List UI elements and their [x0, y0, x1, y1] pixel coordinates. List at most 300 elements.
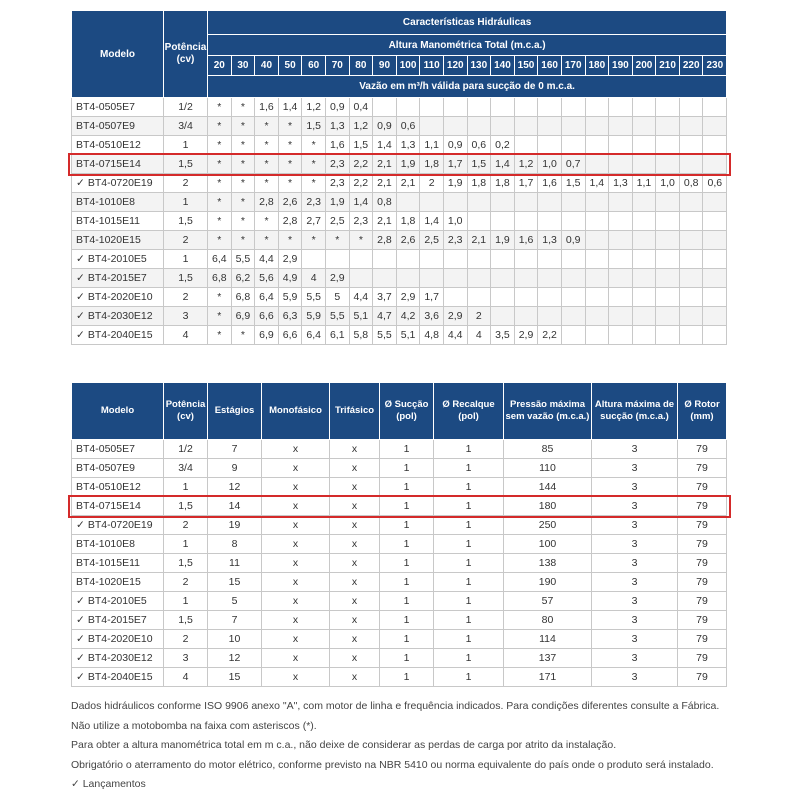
flow-cell: 0,6 — [396, 117, 420, 136]
flow-cell: 6,3 — [278, 307, 302, 326]
flow-cell — [679, 250, 703, 269]
spec-rotor-cell: 79 — [678, 497, 727, 516]
potencia-cell: 1 — [164, 193, 208, 212]
flow-cell — [585, 98, 609, 117]
spec-suc-cell: 1 — [380, 630, 434, 649]
flow-cell — [514, 212, 538, 231]
flow-cell — [585, 212, 609, 231]
flow-cell — [632, 117, 656, 136]
model-cell — [72, 269, 164, 288]
flow-cell — [632, 231, 656, 250]
spec-press-cell: 138 — [504, 554, 592, 573]
check-icon: ✓ — [76, 177, 85, 189]
flow-cell: 2 — [467, 307, 491, 326]
flow-cell — [585, 269, 609, 288]
flow-cell — [420, 117, 444, 136]
spec-est-cell: 5 — [208, 592, 262, 611]
table1-title: Características Hidráulicas — [208, 11, 727, 35]
flow-cell — [656, 307, 680, 326]
model-cell — [72, 307, 164, 326]
flow-cell: 1,6 — [325, 136, 349, 155]
height-header: 50 — [278, 56, 302, 76]
flow-cell: 6,8 — [208, 269, 232, 288]
flow-cell: 5,8 — [349, 326, 373, 345]
flow-cell: 5,9 — [278, 288, 302, 307]
flow-cell — [514, 117, 538, 136]
spec-rotor-cell: 79 — [678, 649, 727, 668]
spec-suc-cell: 1 — [380, 668, 434, 687]
flow-cell: 2,3 — [349, 212, 373, 231]
spec-alt-cell: 3 — [592, 630, 678, 649]
flow-cell — [396, 193, 420, 212]
height-header: 90 — [373, 56, 397, 76]
spec-pot-cell: 3/4 — [164, 459, 208, 478]
flow-cell: 5,5 — [231, 250, 255, 269]
spec-rotor-cell: 79 — [678, 554, 727, 573]
flow-cell: 4,4 — [443, 326, 467, 345]
flow-cell: 1,8 — [396, 212, 420, 231]
flow-cell: 2,8 — [278, 212, 302, 231]
height-header: 80 — [349, 56, 373, 76]
table-row — [72, 440, 727, 459]
model-cell — [72, 516, 164, 535]
flow-cell: * — [278, 136, 302, 155]
flow-cell: * — [302, 174, 326, 193]
spec-est-cell: 12 — [208, 478, 262, 497]
potencia-cell: 1,5 — [164, 212, 208, 231]
flow-cell: 1,5 — [467, 155, 491, 174]
flow-cell: 0,9 — [325, 98, 349, 117]
flow-cell: 1,0 — [443, 212, 467, 231]
spec-rotor-cell: 79 — [678, 535, 727, 554]
model-cell — [72, 649, 164, 668]
spec-alt-cell: 3 — [592, 497, 678, 516]
flow-cell — [538, 98, 562, 117]
flow-cell: 2,9 — [325, 269, 349, 288]
flow-cell: * — [208, 155, 232, 174]
flow-cell: 0,9 — [561, 231, 585, 250]
flow-cell — [538, 212, 562, 231]
flow-cell: * — [208, 98, 232, 117]
model-cell — [72, 440, 164, 459]
model-cell — [72, 459, 164, 478]
flow-cell — [679, 269, 703, 288]
spec-rotor-cell: 79 — [678, 592, 727, 611]
check-icon: ✓ — [76, 329, 85, 341]
flow-cell — [443, 250, 467, 269]
spec-est-cell: 8 — [208, 535, 262, 554]
spec-press-cell: 144 — [504, 478, 592, 497]
spec-rotor-cell: 79 — [678, 630, 727, 649]
table-row — [72, 288, 727, 307]
table-row — [72, 326, 727, 345]
flow-cell — [396, 98, 420, 117]
model-cell — [72, 611, 164, 630]
spec-suc-cell: 1 — [380, 592, 434, 611]
model-cell — [72, 117, 164, 136]
potencia-cell: 1/2 — [164, 98, 208, 117]
spec-pot-cell: 1,5 — [164, 497, 208, 516]
flow-cell: * — [302, 231, 326, 250]
spec-pot-cell: 1 — [164, 478, 208, 497]
table-row — [72, 155, 727, 174]
flow-cell: * — [255, 117, 279, 136]
spec-pot-cell: 1/2 — [164, 440, 208, 459]
table-row — [72, 98, 727, 117]
flow-cell: 4 — [302, 269, 326, 288]
flow-cell — [679, 193, 703, 212]
flow-cell — [679, 212, 703, 231]
flow-cell: * — [255, 174, 279, 193]
flow-cell: * — [278, 231, 302, 250]
flow-cell — [609, 193, 633, 212]
flow-cell: * — [278, 174, 302, 193]
flow-cell — [538, 288, 562, 307]
table-row — [72, 630, 727, 649]
flow-cell — [467, 288, 491, 307]
spec-rec-cell: 1 — [434, 668, 504, 687]
flow-cell — [609, 269, 633, 288]
model-cell — [72, 668, 164, 687]
flow-cell: 1,8 — [420, 155, 444, 174]
spec-tri-cell: x — [330, 630, 380, 649]
spec-est-cell: 7 — [208, 440, 262, 459]
flow-cell — [585, 117, 609, 136]
height-header: 60 — [302, 56, 326, 76]
spec-header: Trifásico — [330, 383, 380, 440]
flow-cell — [467, 250, 491, 269]
flow-cell — [632, 98, 656, 117]
flow-cell — [491, 212, 515, 231]
flow-cell: 0,7 — [561, 155, 585, 174]
flow-cell — [656, 269, 680, 288]
flow-cell — [491, 288, 515, 307]
flow-cell — [609, 117, 633, 136]
flow-cell — [656, 231, 680, 250]
flow-cell: 4,8 — [420, 326, 444, 345]
spec-alt-cell: 3 — [592, 459, 678, 478]
spec-alt-cell: 3 — [592, 535, 678, 554]
height-header: 190 — [609, 56, 633, 76]
flow-cell: * — [231, 231, 255, 250]
spec-alt-cell: 3 — [592, 668, 678, 687]
flow-cell: * — [231, 98, 255, 117]
flow-cell: 0,6 — [703, 174, 727, 193]
spec-mono-cell: x — [262, 554, 330, 573]
height-header: 130 — [467, 56, 491, 76]
flow-cell: 2,3 — [325, 155, 349, 174]
flow-cell: 0,4 — [349, 98, 373, 117]
spec-mono-cell: x — [262, 573, 330, 592]
spec-est-cell: 14 — [208, 497, 262, 516]
potencia-cell: 3 — [164, 307, 208, 326]
spec-rotor-cell: 79 — [678, 478, 727, 497]
footnote-line: Dados hidráulicos conforme ISO 9906 anexo "A", com motor de linha e frequência indicados. Para condições diferentes consulte a Fábrica. — [71, 700, 720, 712]
footnote-line: ✓ Lançamentos — [71, 778, 146, 790]
flow-cell: 2,3 — [443, 231, 467, 250]
table-row — [72, 497, 727, 516]
header-altura: Altura Manométrica Total (m.c.a.) — [208, 35, 727, 56]
flow-cell — [585, 326, 609, 345]
flow-cell: 2,5 — [325, 212, 349, 231]
flow-cell — [656, 193, 680, 212]
flow-cell — [609, 155, 633, 174]
spec-est-cell: 7 — [208, 611, 262, 630]
flow-cell — [420, 250, 444, 269]
check-icon: ✓ — [76, 291, 85, 303]
flow-cell — [679, 231, 703, 250]
spec-suc-cell: 1 — [380, 554, 434, 573]
flow-cell: * — [278, 117, 302, 136]
flow-cell: 5,5 — [373, 326, 397, 345]
flow-cell — [632, 326, 656, 345]
spec-header: Ø Recalque (pol) — [434, 383, 504, 440]
table-row — [72, 117, 727, 136]
spec-alt-cell: 3 — [592, 440, 678, 459]
table-row — [72, 193, 727, 212]
flow-cell: * — [231, 326, 255, 345]
flow-cell — [609, 307, 633, 326]
model-name: BT4-0715E14 — [76, 500, 141, 512]
flow-cell: 5,5 — [302, 288, 326, 307]
flow-cell: 2,1 — [396, 174, 420, 193]
check-icon: ✓ — [76, 519, 85, 531]
flow-cell — [561, 98, 585, 117]
flow-cell — [561, 307, 585, 326]
flow-cell — [443, 269, 467, 288]
spec-press-cell: 137 — [504, 649, 592, 668]
flow-cell — [396, 250, 420, 269]
spec-pot-cell: 2 — [164, 630, 208, 649]
flow-cell — [396, 269, 420, 288]
flow-cell — [703, 212, 727, 231]
specifications-table — [71, 382, 727, 687]
flow-cell: * — [208, 193, 232, 212]
footnotes — [71, 697, 731, 795]
flow-cell — [609, 98, 633, 117]
flow-cell: 1,0 — [538, 155, 562, 174]
flow-cell: 1,3 — [538, 231, 562, 250]
table-row — [72, 174, 727, 193]
table-row — [72, 478, 727, 497]
spec-rec-cell: 1 — [434, 649, 504, 668]
flow-cell — [703, 250, 727, 269]
flow-cell — [561, 212, 585, 231]
spec-rec-cell: 1 — [434, 554, 504, 573]
flow-cell: 1,9 — [325, 193, 349, 212]
spec-est-cell: 10 — [208, 630, 262, 649]
flow-cell: 2,9 — [514, 326, 538, 345]
flow-cell: 4,2 — [396, 307, 420, 326]
flow-cell: 2,9 — [278, 250, 302, 269]
flow-cell: 1,3 — [609, 174, 633, 193]
flow-cell — [703, 326, 727, 345]
flow-cell: 6,4 — [302, 326, 326, 345]
spec-alt-cell: 3 — [592, 649, 678, 668]
flow-cell — [632, 288, 656, 307]
flow-cell: 1,2 — [514, 155, 538, 174]
flow-cell: 2,1 — [373, 212, 397, 231]
spec-pot-cell: 1 — [164, 592, 208, 611]
spec-header: Modelo — [72, 383, 164, 440]
table-row — [72, 592, 727, 611]
potencia-cell: 2 — [164, 174, 208, 193]
flow-cell: 1,7 — [420, 288, 444, 307]
flow-cell — [491, 307, 515, 326]
model-cell — [72, 231, 164, 250]
flow-cell — [561, 269, 585, 288]
flow-cell: * — [208, 136, 232, 155]
flow-cell: 0,2 — [491, 136, 515, 155]
flow-cell — [679, 326, 703, 345]
spec-rotor-cell: 79 — [678, 573, 727, 592]
flow-cell — [538, 193, 562, 212]
flow-cell: 5,9 — [302, 307, 326, 326]
table-row — [72, 136, 727, 155]
flow-cell: 2,2 — [538, 326, 562, 345]
spec-rec-cell: 1 — [434, 440, 504, 459]
spec-header: Potência (cv) — [164, 383, 208, 440]
spec-pot-cell: 1 — [164, 535, 208, 554]
spec-press-cell: 171 — [504, 668, 592, 687]
flow-cell — [561, 288, 585, 307]
flow-cell: 6,6 — [278, 326, 302, 345]
flow-cell: 1,9 — [443, 174, 467, 193]
flow-cell — [561, 193, 585, 212]
height-header: 150 — [514, 56, 538, 76]
flow-cell — [679, 155, 703, 174]
flow-cell: 1,5 — [561, 174, 585, 193]
table-row — [72, 212, 727, 231]
flow-cell: 1,5 — [302, 117, 326, 136]
model-name: BT4-0510E12 — [76, 481, 141, 493]
table-row — [72, 668, 727, 687]
spec-alt-cell: 3 — [592, 573, 678, 592]
flow-cell: * — [208, 307, 232, 326]
flow-cell: * — [208, 117, 232, 136]
flow-cell — [561, 136, 585, 155]
flow-cell — [656, 136, 680, 155]
flow-cell: * — [349, 231, 373, 250]
model-cell — [72, 136, 164, 155]
flow-cell: 1,6 — [514, 231, 538, 250]
flow-cell — [349, 250, 373, 269]
flow-cell: 5,1 — [349, 307, 373, 326]
flow-cell: 1,2 — [349, 117, 373, 136]
flow-cell: 2,1 — [373, 174, 397, 193]
spec-tri-cell: x — [330, 649, 380, 668]
model-cell — [72, 212, 164, 231]
flow-cell: * — [231, 193, 255, 212]
height-header: 220 — [679, 56, 703, 76]
spec-tri-cell: x — [330, 611, 380, 630]
spec-mono-cell: x — [262, 535, 330, 554]
potencia-cell: 2 — [164, 231, 208, 250]
flow-cell: 1,4 — [278, 98, 302, 117]
flow-cell — [373, 98, 397, 117]
flow-cell: 2,8 — [373, 231, 397, 250]
model-cell — [72, 193, 164, 212]
flow-cell — [514, 288, 538, 307]
flow-cell: 2,3 — [325, 174, 349, 193]
spec-mono-cell: x — [262, 649, 330, 668]
flow-cell — [302, 250, 326, 269]
height-header: 140 — [491, 56, 515, 76]
model-cell — [72, 478, 164, 497]
height-header: 100 — [396, 56, 420, 76]
spec-tri-cell: x — [330, 516, 380, 535]
flow-cell — [373, 269, 397, 288]
spec-rotor-cell: 79 — [678, 440, 727, 459]
flow-cell — [373, 250, 397, 269]
flow-cell: 4,4 — [255, 250, 279, 269]
spec-rec-cell: 1 — [434, 516, 504, 535]
model-name: BT4-2030E12 — [87, 310, 153, 322]
flow-cell: 2 — [420, 174, 444, 193]
model-name: BT4-0507E9 — [76, 120, 135, 132]
spec-alt-cell: 3 — [592, 478, 678, 497]
spec-est-cell: 11 — [208, 554, 262, 573]
flow-cell: 6,2 — [231, 269, 255, 288]
spec-tri-cell: x — [330, 592, 380, 611]
flow-cell — [632, 307, 656, 326]
spec-header: Estágios — [208, 383, 262, 440]
flow-cell: 1,8 — [491, 174, 515, 193]
hydraulic-characteristics-table — [71, 10, 727, 345]
flow-cell: 0,8 — [373, 193, 397, 212]
flow-cell: 1,1 — [420, 136, 444, 155]
spec-rotor-cell: 79 — [678, 459, 727, 478]
flow-cell — [679, 307, 703, 326]
model-name: BT4-1020E15 — [76, 234, 141, 246]
flow-cell: 6,4 — [208, 250, 232, 269]
flow-cell — [443, 288, 467, 307]
flow-cell — [561, 250, 585, 269]
flow-cell: 2,9 — [396, 288, 420, 307]
spec-mono-cell: x — [262, 497, 330, 516]
spec-alt-cell: 3 — [592, 554, 678, 573]
height-header: 70 — [325, 56, 349, 76]
spec-header: Altura máxima de sucção (m.c.a.) — [592, 383, 678, 440]
flow-cell — [467, 117, 491, 136]
flow-cell — [538, 269, 562, 288]
spec-suc-cell: 1 — [380, 497, 434, 516]
flow-cell: 1,5 — [349, 136, 373, 155]
table-row — [72, 573, 727, 592]
spec-alt-cell: 3 — [592, 592, 678, 611]
table-row — [72, 554, 727, 573]
spec-tri-cell: x — [330, 668, 380, 687]
flow-cell: 3,6 — [420, 307, 444, 326]
flow-cell — [703, 269, 727, 288]
spec-suc-cell: 1 — [380, 535, 434, 554]
flow-cell: * — [208, 326, 232, 345]
spec-rec-cell: 1 — [434, 630, 504, 649]
flow-cell — [443, 98, 467, 117]
spec-rotor-cell: 79 — [678, 611, 727, 630]
check-icon: ✓ — [76, 671, 85, 683]
flow-cell — [491, 117, 515, 136]
footnote-line: Para obter a altura manométrica total em m c.a., não deixe de considerar as perdas de carga por atrito da instalação. — [71, 739, 617, 751]
flow-cell — [467, 212, 491, 231]
flow-cell: * — [208, 212, 232, 231]
model-name: BT4-1020E15 — [76, 576, 141, 588]
spec-mono-cell: x — [262, 592, 330, 611]
flow-cell — [420, 98, 444, 117]
spec-pot-cell: 2 — [164, 516, 208, 535]
potencia-cell: 2 — [164, 288, 208, 307]
spec-est-cell: 12 — [208, 649, 262, 668]
